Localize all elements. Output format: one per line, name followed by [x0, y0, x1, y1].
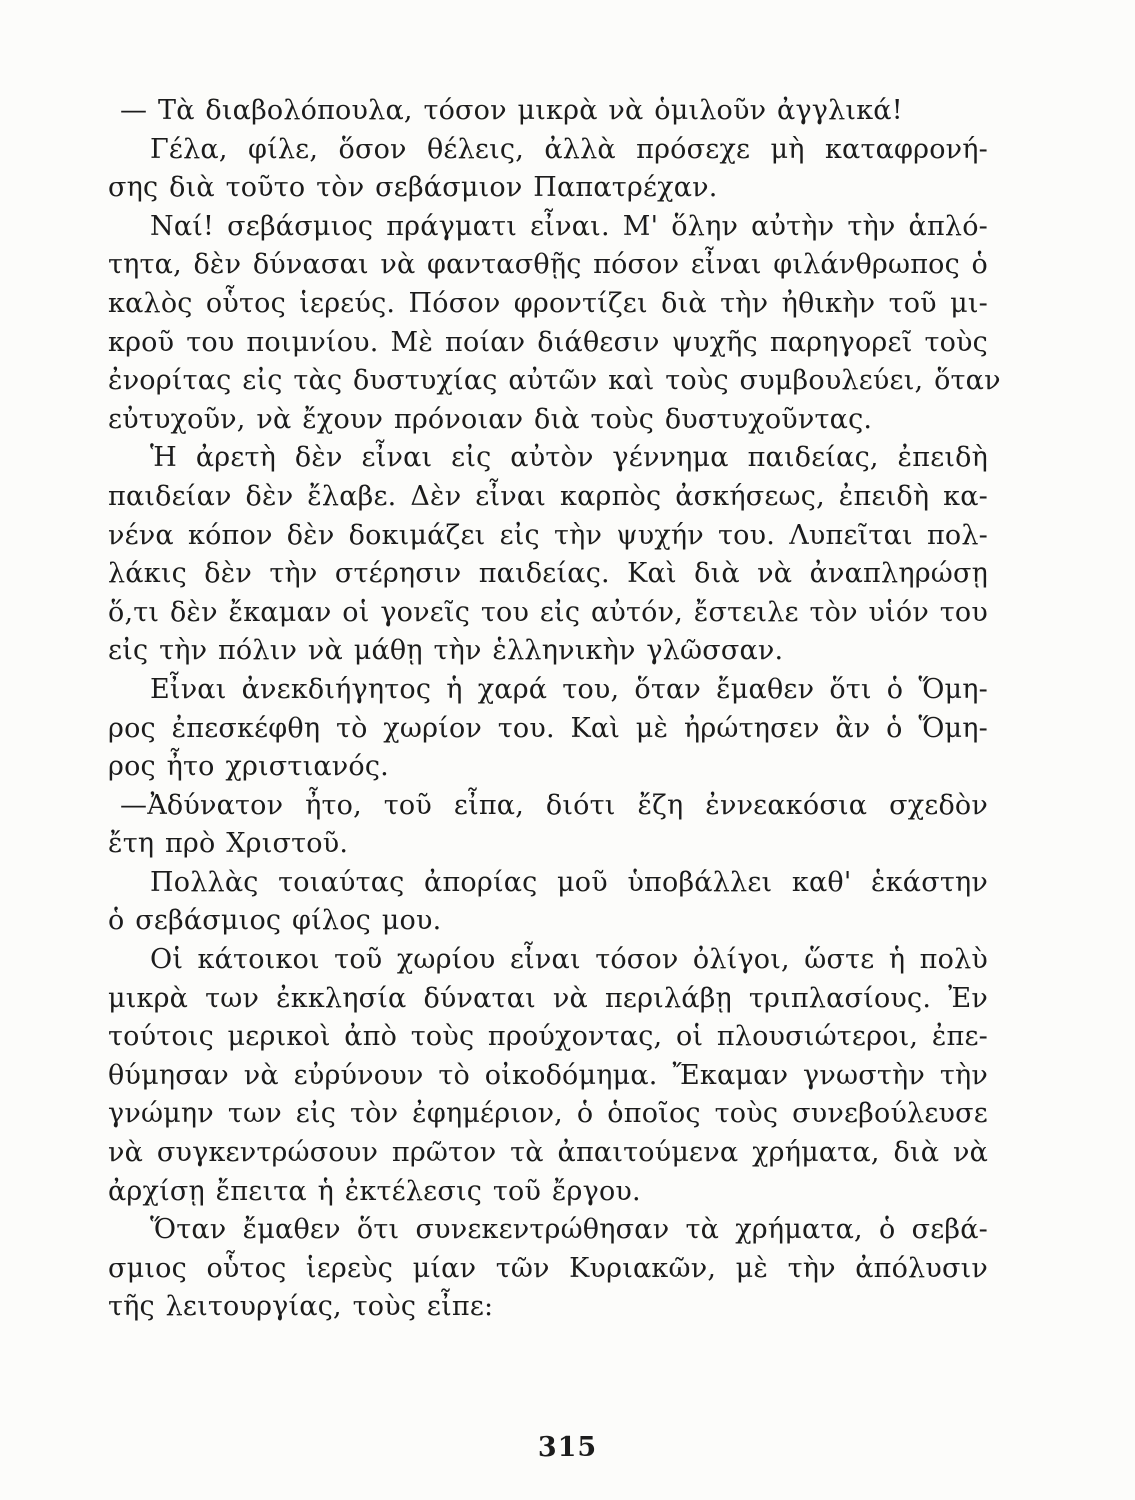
text-line: μικρὰ των ἐκκλησία δύναται νὰ περιλάβῃ τριπλασίους. Ἐν: [108, 982, 988, 1014]
text-line: εἰς τὴν πόλιν νὰ μάθῃ τὴν ἑλληνικὴν γλῶσσαν.: [108, 635, 784, 667]
text-line: τῆς λειτουργίας, τοὺς εἶπε:: [108, 1291, 494, 1323]
text-line: Οἱ κάτοικοι τοῦ χωρίου εἶναι τόσον ὀλίγοι, ὥστε ἡ πολὺ: [150, 944, 988, 976]
text-line: Ναί! σεβάσμιος πράγματι εἶναι. Μ' ὅλην αὐτὴν τὴν ἁπλό-: [150, 210, 988, 242]
text-line: θύμησαν νὰ εὐρύνουν τὸ οἰκοδόμημα. Ἔκαμαν γνωστὴν τὴν: [108, 1059, 988, 1091]
text-line: κροῦ του ποιμνίου. Μὲ ποίαν διάθεσιν ψυχῆς παρηγορεῖ τοὺς: [108, 326, 988, 358]
text-line: ἀρχίσῃ ἔπειτα ἡ ἐκτέλεσις τοῦ ἔργου.: [108, 1175, 641, 1207]
body-text: [108, 92, 1001, 1327]
text-line: ρος ἦτο χριστιανός.: [108, 751, 389, 783]
text-line: νένα κόπον δὲν δοκιμάζει εἰς τὴν ψυχήν του. Λυπεῖται πολ-: [108, 519, 988, 551]
text-line: καλὸς οὗτος ἱερεύς. Πόσον φροντίζει διὰ τὴν ἠθικὴν τοῦ μι-: [108, 287, 988, 319]
text-line: εὐτυχοῦν, νὰ ἔχουν πρόνοιαν διὰ τοὺς δυστυχοῦντας.: [108, 403, 873, 435]
text-line: Γέλα, φίλε, ὅσον θέλεις, ἀλλὰ πρόσεχε μὴ καταφρονή-: [150, 133, 988, 165]
text-line: —Ἀδύνατον ἦτο, τοῦ εἶπα, διότι ἔζη ἐννεακόσια σχεδὸν: [120, 789, 988, 821]
text-line: ἐνορίτας εἰς τὰς δυστυχίας αὐτῶν καὶ τοὺς συμβουλεύει, ὅταν: [108, 365, 1001, 397]
text-line: — Τὰ διαβολόπουλα, τόσον μικρὰ νὰ ὁμιλοῦν ἀγγλικά!: [120, 95, 903, 126]
text-line: Εἶναι ἀνεκδιήγητος ἡ χαρά του, ὅταν ἔμαθεν ὅτι ὁ Ὅμη-: [150, 673, 988, 705]
text-line: σης διὰ τοῦτο τὸν σεβάσμιον Παπατρέχαν.: [108, 172, 718, 204]
text-line: παιδείαν δὲν ἔλαβε. Δὲν εἶναι καρπὸς ἀσκήσεως, ἐπειδὴ κα-: [108, 480, 988, 512]
text-line: τητα, δὲν δύνασαι νὰ φαντασθῇς πόσον εἶναι φιλάνθρωπος ὁ: [108, 249, 988, 281]
text-line: ὁ σεβάσμιος φίλος μου.: [108, 905, 442, 937]
text-line: ὅ,τι δὲν ἔκαμαν οἱ γονεῖς του εἰς αὐτόν, ἔστειλε τὸν υἱόν του: [108, 596, 988, 628]
text-line: Ἡ ἀρετὴ δὲν εἶναι εἰς αὐτὸν γέννημα παιδείας, ἐπειδὴ: [150, 442, 988, 474]
text-line: Πολλὰς τοιαύτας ἀπορίας μοῦ ὑποβάλλει καθ' ἑκάστην: [150, 866, 988, 898]
text-line: τούτοις μερικοὶ ἀπὸ τοὺς προύχοντας, οἱ πλουσιώτεροι, ἐπε-: [108, 1021, 988, 1053]
text-line: λάκις δὲν τὴν στέρησιν παιδείας. Καὶ διὰ νὰ ἀναπληρώσῃ: [108, 558, 988, 590]
text-line: σμιος οὗτος ἱερεὺς μίαν τῶν Κυριακῶν, μὲ τὴν ἀπόλυσιν: [108, 1252, 988, 1284]
text-line: νὰ συγκεντρώσουν πρῶτον τὰ ἀπαιτούμενα χρήματα, διὰ νὰ: [108, 1137, 988, 1169]
page-number: 315: [537, 1432, 598, 1463]
text-line: Ὅταν ἔμαθεν ὅτι συνεκεντρώθησαν τὰ χρήματα, ὁ σεβά-: [150, 1214, 988, 1246]
text-line: ρος ἐπεσκέφθη τὸ χωρίον του. Καὶ μὲ ἠρώτησεν ἂν ὁ Ὅμη-: [108, 712, 988, 744]
text-line: ἔτη πρὸ Χριστοῦ.: [108, 828, 349, 860]
text-line: γνώμην των εἰς τὸν ἐφημέριον, ὁ ὁποῖος τοὺς συνεβούλευσε: [108, 1098, 988, 1130]
